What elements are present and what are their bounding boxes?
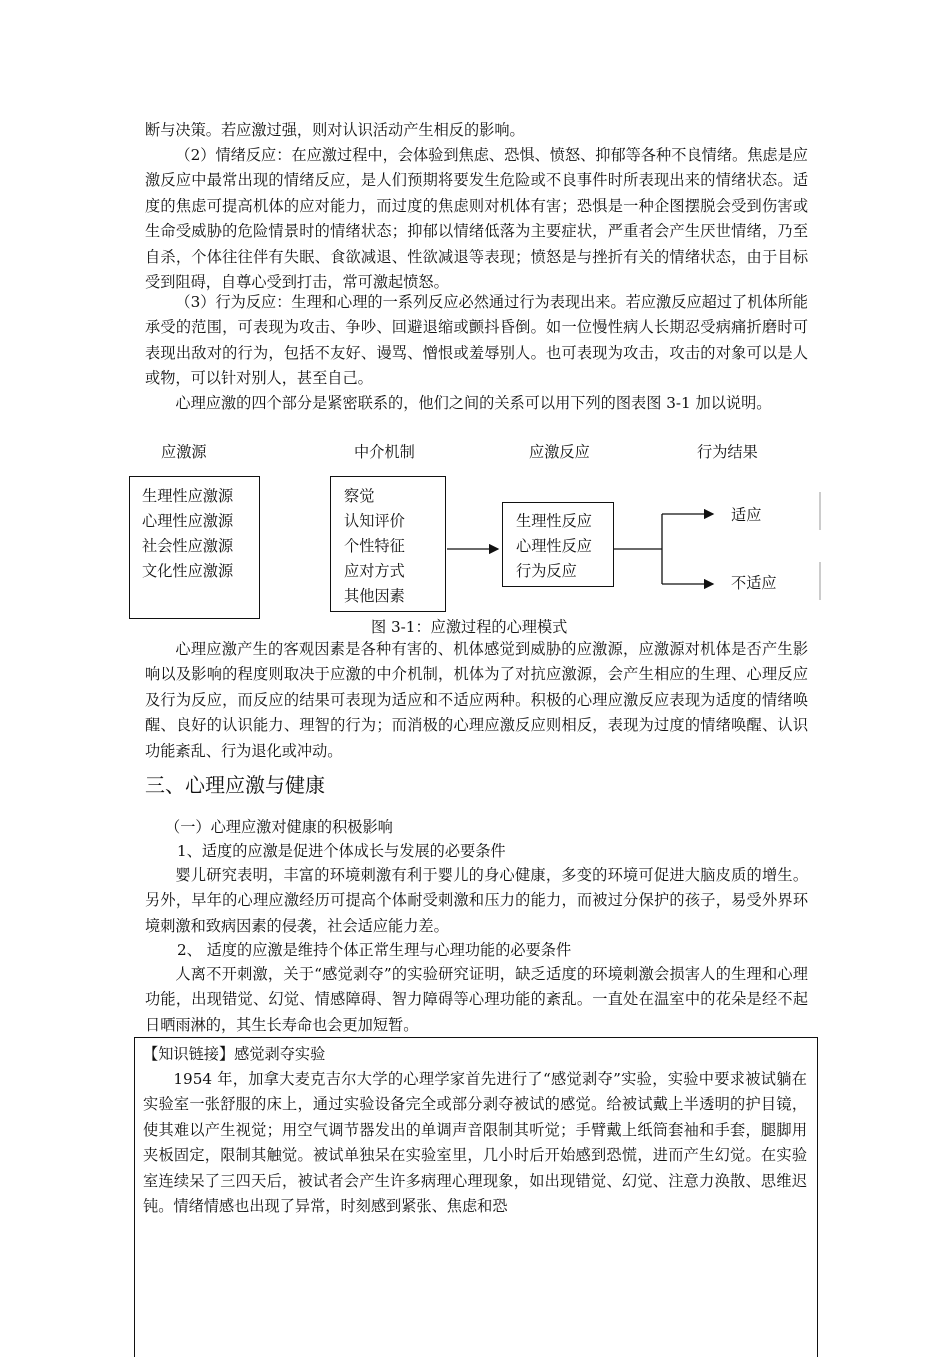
stressor-item: 社会性应激源 bbox=[142, 537, 234, 555]
paragraph-diagram-intro: 心理应激的四个部分是紧密联系的，他们之间的关系可以用下列的图表图 3-1 加以说明。 bbox=[175, 394, 772, 412]
header-mediator: 中介机制 bbox=[354, 443, 415, 461]
section-title: 三、心理应激与健康 bbox=[145, 773, 325, 797]
paragraph-infant-research: 婴儿研究表明，丰富的环境刺激有利于婴儿的身心健康，多变的环境可促进大脑皮质的增生。另外，早年的心理应激经历可提高个体耐受刺激和压力的能力，而被过分保护的孩子，易受外界环境刺激和致病因素的侵袭，社会适应能力差。 bbox=[145, 866, 808, 935]
stressor-item: 生理性应激源 bbox=[142, 487, 234, 505]
header-stressor: 应激源 bbox=[161, 443, 207, 461]
paragraph-sensory-stimulation: 人离不开刺激，关于“感觉剥夺”的实验研究证明，缺乏适度的环境刺激会损害人的生理和心理功能，出现错觉、幻觉、情感障碍、智力障碍等心理功能的紊乱。一直处在温室中的花朵是经不起日晒雨淋的，其生长寿命也会更加短暂。 bbox=[145, 965, 808, 1034]
paragraph-behavioral-response: （3）行为反应：生理和心理的一系列反应必然通过行为表现出来。若应激反应超过了机体所能承受的范围，可表现为攻击、争吵、回避退缩或颤抖昏倒。如一位慢性病人长期忍受病痛折磨时可表现出敌对的行为，包括不友好、谩骂、憎恨或羞辱别人。也可表现为攻击，攻击的对象可以是人或物，可以针对别人，甚至自己。 bbox=[145, 293, 808, 388]
knowledge-body: 1954 年，加拿大麦克吉尔大学的心理学家首先进行了“感觉剥夺”实验，实验中要求被试躺在实验室一张舒服的床上，通过实验设备完全或部分剥夺被试的感觉。给被试戴上半透明的护目镜，使其难以产生视觉；用空气调节器发出的单调声音限制其听觉；手臂戴上纸筒套袖和手套，腿脚用夹板固定，限制其触觉。被试单独呆在实验室里，几小时后开始感到恐慌，进而产生幻觉。在实验室连续呆了三四天后，被试者会产生许多病理心理现象，如出现错觉、幻觉、注意力涣散、思维迟钝。情绪情感也出现了异常，时刻感到紧张、焦虑和恐 bbox=[143, 1070, 807, 1216]
paragraph-cognitive-end: 断与决策。若应激过强，则对认识活动产生相反的影响。 bbox=[145, 121, 525, 139]
subsection-heading: （一）心理应激对健康的积极影响 bbox=[165, 818, 393, 836]
mediator-item: 应对方式 bbox=[344, 562, 405, 580]
knowledge-link-box bbox=[134, 1037, 818, 1357]
item-heading-2: 2、 适度的应激是维持个体正常生理与心理功能的必要条件 bbox=[177, 941, 572, 959]
mediator-item: 其他因素 bbox=[344, 587, 405, 605]
knowledge-title: 【知识链接】感觉剥夺实验 bbox=[143, 1045, 326, 1063]
item-heading-1: 1、适度的应激是促进个体成长与发展的必要条件 bbox=[177, 842, 506, 860]
header-response: 应激反应 bbox=[529, 443, 590, 461]
response-item: 生理性反应 bbox=[516, 512, 592, 530]
stressor-item: 心理性应激源 bbox=[142, 512, 234, 530]
response-item: 心理性反应 bbox=[516, 537, 592, 555]
header-outcome: 行为结果 bbox=[697, 443, 758, 461]
figure-caption: 图 3-1：应激过程的心理模式 bbox=[371, 618, 568, 636]
outcome-maladapt: 不适应 bbox=[731, 574, 777, 592]
mediator-item: 个性特征 bbox=[344, 537, 405, 555]
mediator-item: 认知评价 bbox=[344, 512, 405, 530]
paragraph-emotional-response: （2）情绪反应：在应激过程中，会体验到焦虑、恐惧、愤怒、抑郁等各种不良情绪。焦虑是应激反应中最常出现的情绪反应，是人们预期将要发生危险或不良事件时所表现出来的情绪状态。适度的焦虑可提高机体的应对能力，而过度的焦虑则对机体有害；恐惧是一种企图摆脱会受到伤害或生命受威胁的危险情景时的情绪状态；抑郁以情绪低落为主要症状，严重者会产生厌世情绪，乃至自杀，个体往往伴有失眠、食欲减退、性欲减退等表现；愤怒是与挫折有关的情绪状态，由于目标受到阻碍，自尊心受到打击，常可激起愤怒。 bbox=[145, 146, 808, 292]
stressor-item: 文化性应激源 bbox=[142, 562, 234, 580]
paragraph-stress-explanation: 心理应激产生的客观因素是各种有害的、机体感觉到威胁的应激源，应激源对机体是否产生影响以及影响的程度则取决于应激的中介机制，机体为了对抗应激源，会产生相应的生理、心理反应及行为反应，而反应的结果可表现为适应和不适应两种。积极的心理应激反应表现为适度的情绪唤醒、良好的认识能力、理智的行为；而消极的心理应激反应则相反，表现为过度的情绪唤醒、认识功能紊乱、行为退化或冲动。 bbox=[145, 640, 808, 760]
response-item: 行为反应 bbox=[516, 562, 577, 580]
outcome-adapt: 适应 bbox=[731, 506, 762, 524]
mediator-item: 察觉 bbox=[344, 487, 375, 505]
